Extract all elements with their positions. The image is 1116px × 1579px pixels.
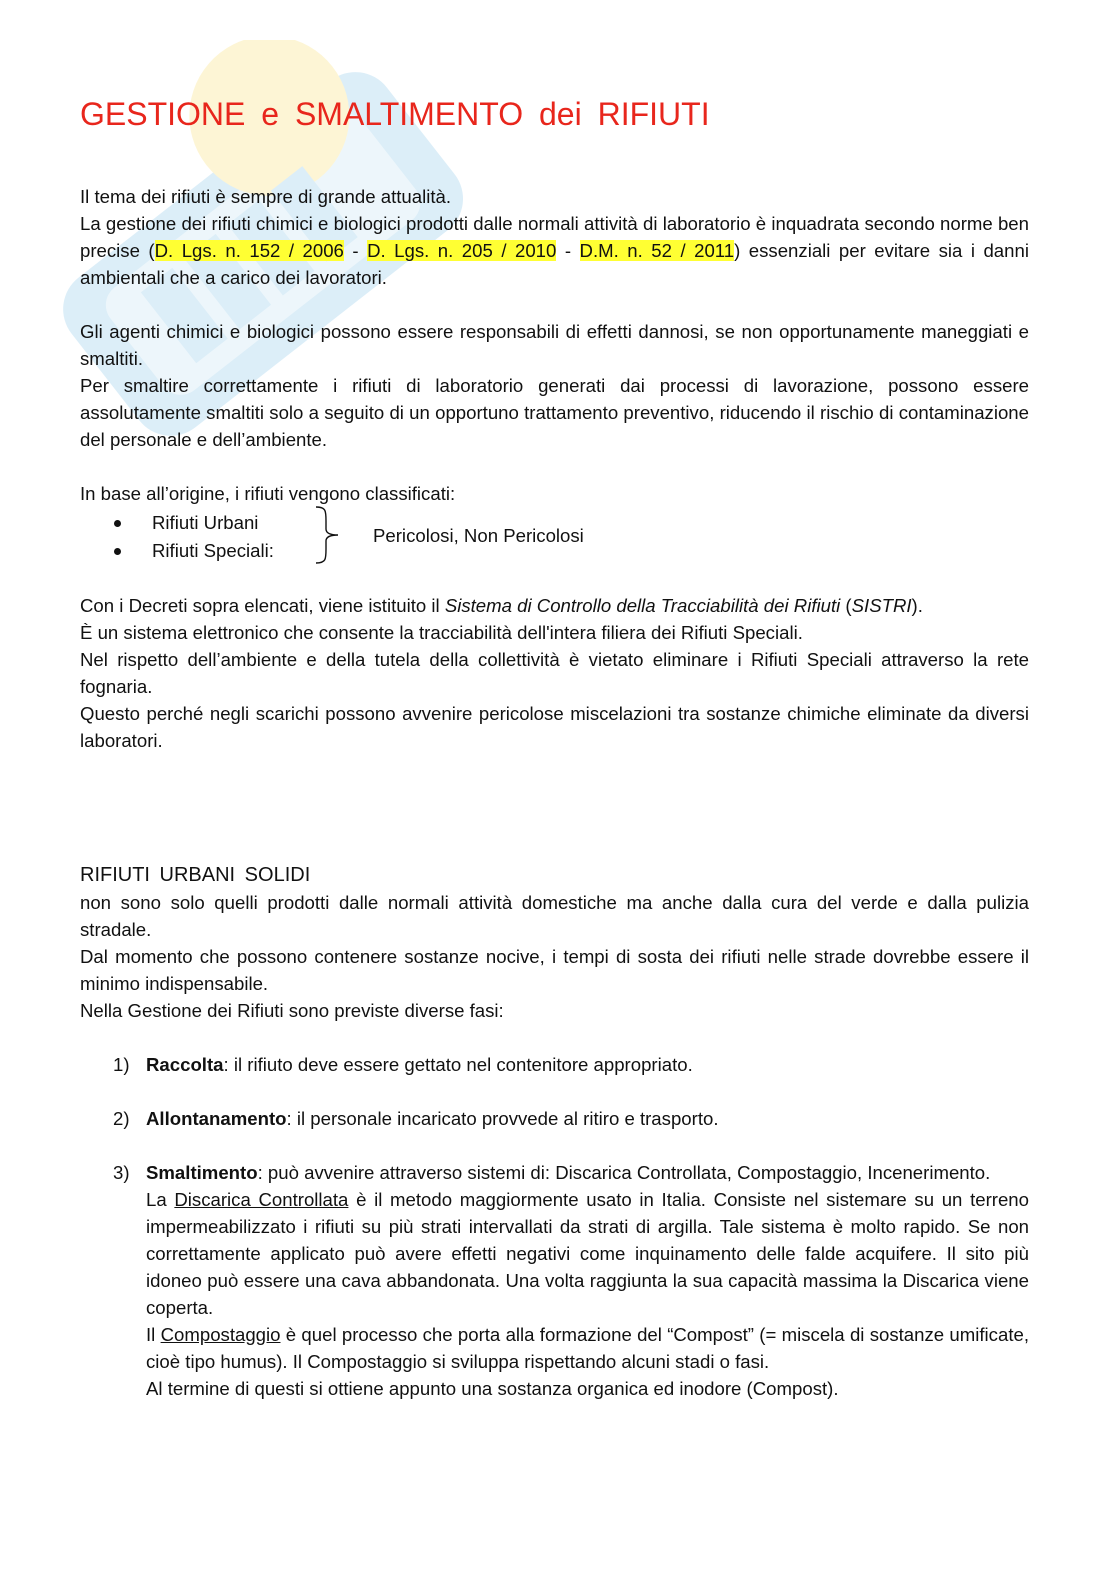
- urban-paragraph-1: non sono solo quelli prodotti dalle normali attività domestiche ma anche dalla cura del verde e dalla pulizia stradale.: [80, 892, 1029, 940]
- step-item: 3) Smaltimento: può avvenire attraverso sistemi di: Discarica Controllata, Compostaggio, Incenerimento. La Discarica Controllata è il metodo maggiormente usato in Italia. Consiste nel sistemare su un terreno impermeabilizzato i rifiuti su più strati intervallati da strati di argilla. Tale sistema è molto rapido. Se non correttamente applicato può avere effetti negativi come inquinamento delle falde acquifere. Il sito più idoneo può essere una cava abbandonata. Una volta raggiunta la sua capacità massima la Discarica viene coperta. Il Compostaggio è quel processo che porta alla formazione del “Compost” (= miscela di sostanze umificate, cioè tipo humus). Il Compostaggio si sviluppa rispettando alcuni stadi o fasi. Al termine di questi si ottiene appunto una sostanza organica ed inodore (Compost).: [80, 1159, 1029, 1402]
- regulations-paragraph: La gestione dei rifiuti chimici e biologici prodotti dalle normali attività di laboratorio è inquadrata secondo norme ben precise (D. Lgs. n. 152 / 2006 - D. Lgs. n. 205 / 2010 - D.M. n. 52 / 2011) essenziali per evitare sia i danni ambientali che a carico dei lavoratori.: [80, 213, 1029, 288]
- law-ref-2: D. Lgs. n. 205 / 2010: [367, 240, 557, 261]
- compost-term: Compostaggio: [160, 1324, 281, 1345]
- classification-intro: In base all’origine, i rifiuti vengono classificati:: [80, 483, 456, 504]
- classification-list: Rifiuti Urbani Rifiuti Speciali: Pericolosi, Non Pericolosi: [80, 509, 1029, 565]
- agents-paragraph: Gli agenti chimici e biologici possono essere responsabili di effetti dannosi, se non opportunamente maneggiati e smaltiti.: [80, 321, 1029, 369]
- section-heading: RIFIUTI URBANI SOLIDI: [80, 864, 311, 886]
- step-item: 1) Raccolta: il rifiuto deve essere gettato nel contenitore appropriato.: [113, 1054, 693, 1075]
- bullet-icon: [114, 548, 121, 555]
- mixing-paragraph: Questo perché negli scarichi possono avvenire pericolose miscelazioni tra sostanze chimiche eliminate da diversi laboratori.: [80, 703, 1029, 751]
- urban-paragraph-2: Dal momento che possono contenere sostanze nocive, i tempi di sosta dei rifiuti nelle strade dovrebbe essere il minimo indispensabile.: [80, 946, 1029, 994]
- step-item: 2) Allontanamento: il personale incaricato provvede al ritiro e trasporto.: [113, 1108, 719, 1129]
- law-ref-1: D. Lgs. n. 152 / 2006: [154, 240, 344, 261]
- sistri-acronym: SISTRI: [851, 595, 912, 616]
- law-ref-3: D.M. n. 52 / 2011: [579, 240, 735, 261]
- compost-end-paragraph: Al termine di questi si ottiene appunto una sostanza organica ed inodore (Compost).: [146, 1378, 839, 1399]
- urban-paragraph-3: Nella Gestione dei Rifiuti sono previste diverse fasi:: [80, 1000, 504, 1021]
- page-title: GESTIONE e SMALTIMENTO dei RIFIUTI: [80, 96, 710, 132]
- sewer-ban-paragraph: Nel rispetto dell’ambiente e della tutela della collettività è vietato eliminare i Rifiuti Speciali attraverso la rete fognaria.: [80, 649, 1029, 697]
- bullet-icon: [114, 520, 121, 527]
- sistri-description: È un sistema elettronico che consente la tracciabilità dell'intera filiera dei Rifiuti Speciali.: [80, 622, 803, 643]
- landfill-paragraph: La Discarica Controllata è il metodo maggiormente usato in Italia. Consiste nel sistemare su un terreno impermeabilizzato i rifiuti su più strati intervallati da strati di argilla. Tale sistema è molto rapido. Se non correttamente applicato può avere effetti negativi come inquinamento delle falde acquifere. Il sito più idoneo può essere una cava abbandonata. Una volta raggiunta la sua capacità massima la Discarica viene coperta.: [146, 1189, 1029, 1318]
- sistri-system-name: Sistema di Controllo della Tracciabilità dei Rifiuti: [444, 595, 841, 616]
- sistri-paragraph: Con i Decreti sopra elencati, viene istituito il Sistema di Controllo della Tracciabilità dei Rifiuti (SISTRI).: [80, 595, 923, 616]
- brace-label: Pericolosi, Non Pericolosi: [373, 525, 584, 546]
- document-page: [80, 92, 1029, 1429]
- disposal-paragraph: Per smaltire correttamente i rifiuti di laboratorio generati dai processi di lavorazione, possono essere assolutamente smaltiti solo a seguito di un opportuno trattamento preventivo, riducendo il rischio di contaminazione del personale e dell’ambiente.: [80, 375, 1029, 450]
- compost-paragraph: Il Compostaggio è quel processo che porta alla formazione del “Compost” (= miscela di sostanze umificate, cioè tipo humus). Il Compostaggio si sviluppa rispettando alcuni stadi o fasi.: [146, 1324, 1029, 1372]
- right-brace-icon: [312, 503, 342, 567]
- intro-line: Il tema dei rifiuti è sempre di grande attualità.: [80, 186, 452, 207]
- landfill-term: Discarica Controllata: [174, 1189, 349, 1210]
- steps-list: [80, 1051, 1029, 1402]
